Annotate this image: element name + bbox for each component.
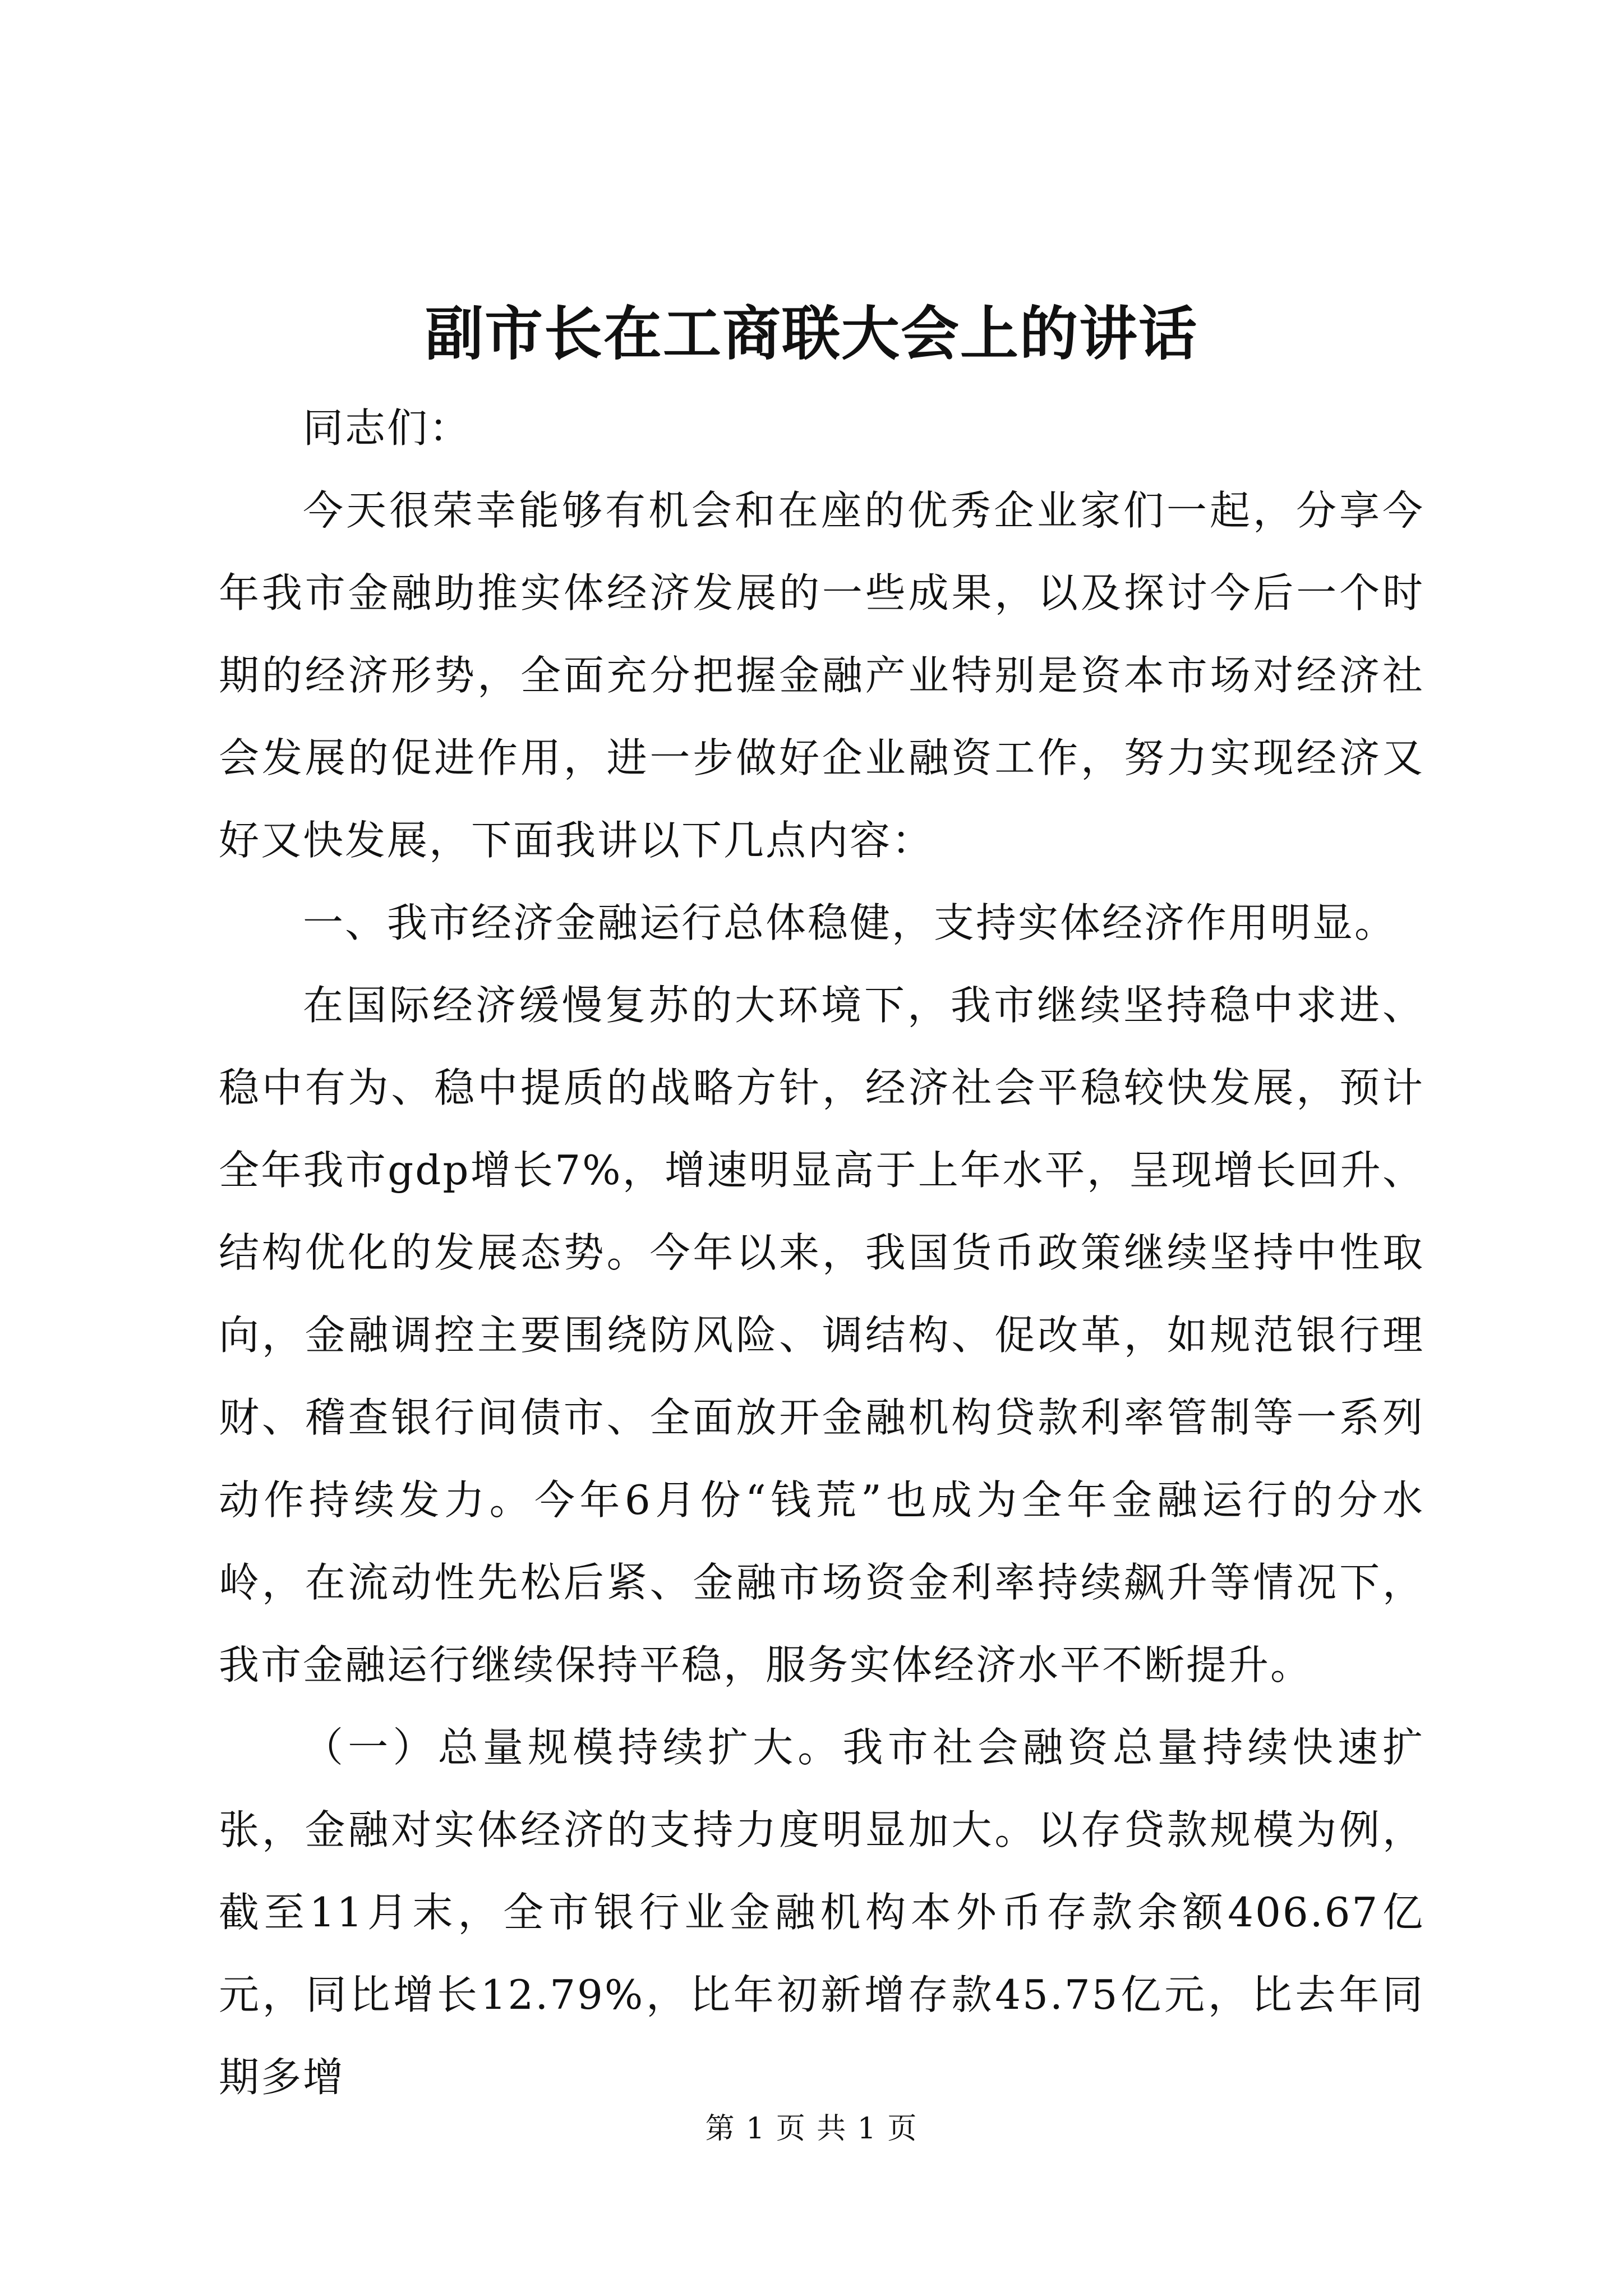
document-title: 副市长在工商联大会上的讲话 — [425, 299, 1198, 368]
document-body — [219, 387, 1424, 2119]
salutation: 同志们： — [303, 404, 472, 452]
page-footer: 第 1 页 共 1 页 — [705, 2112, 918, 2146]
paragraph-subsection-1: （一）总量规模持续扩大。我市社会融资总量持续快速扩张，金融对实体经济的支持力度明显加大。以存贷款规模为例，截至11月末，全市银行业金融机构本外币存款余额406.67亿元，同比增长12.79%，比年初新增存款45.75亿元，比去年同期多增 — [219, 1724, 1424, 2101]
section-heading-1: 一、我市经济金融运行总体稳健，支持实体经济作用明显。 — [303, 899, 1397, 946]
paragraph-intro: 今天很荣幸能够有机会和在座的优秀企业家们一起，分享今年我市金融助推实体经济发展的一些成果，以及探讨今后一个时期的经济形势，全面充分把握金融产业特别是资本市场对经济社会发展的促进作用，进一步做好企业融资工作，努力实现经济又好又快发展，下面我讲以下几点内容： — [219, 487, 1424, 864]
paragraph-economy: 在国际经济缓慢复苏的大环境下，我市继续坚持稳中求进、稳中有为、稳中提质的战略方针，经济社会平稳较快发展，预计全年我市gdp增长7%，增速明显高于上年水平，呈现增长回升、结构优化的发展态势。今年以来，我国货币政策继续坚持中性取向，金融调控主要围绕防风险、调结构、促改革，如规范银行理财、稽查银行间债市、全面放开金融机构贷款利率管制等一系列动作持续发力。今年6月份“钱荒”也成为全年金融运行的分水岭，在流动性先松后紧、金融市场资金利率持续飙升等情况下，我市金融运行继续保持平稳，服务实体经济水平不断提升。 — [219, 982, 1424, 1688]
